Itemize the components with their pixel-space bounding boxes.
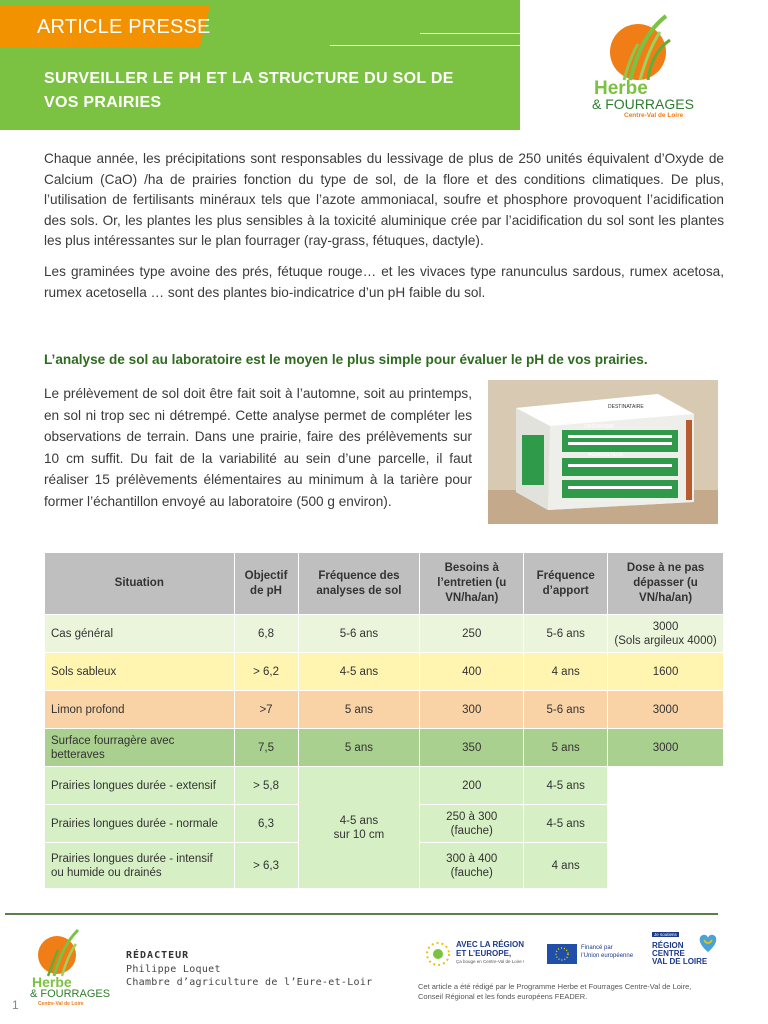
cell-freq-merged bbox=[298, 767, 420, 889]
sampling-paragraph: Le prélèvement de sol doit être fait soit à l’automne, soit au printemps, en sol ni trop sec ni détrempé. Cette analyse permet de compléter les observations de terrain. Dans une prairie, faire des prélèvements sur 10 cm suffit. Du fait de la variabilité au sein d’une parcelle, il faut réaliser 15 prélèvements élémentaires au minimum à la tarière pour former l’échantillon envoyé au laboratoire (500 g environ). bbox=[44, 386, 472, 509]
cell-freq: 5 ans bbox=[298, 691, 420, 729]
page-title: SURVEILLER LE PH ET LA STRUCTURE DU SOL DE VOS PRAIRIES bbox=[44, 70, 454, 111]
header-rule bbox=[420, 33, 520, 34]
cell-ph: 6,3 bbox=[234, 805, 298, 843]
cell-freq: 5 ans bbox=[298, 729, 420, 767]
cell-apport: 4-5 ans bbox=[524, 767, 608, 805]
cell-dose: 3000 bbox=[608, 691, 724, 729]
cell-apport: 4-5 ans bbox=[524, 805, 608, 843]
cell-situation: Prairies longues durée - intensif ou humide ou drainés bbox=[45, 843, 235, 889]
cell-apport: 5-6 ans bbox=[524, 615, 608, 653]
partner-region-centre bbox=[652, 932, 724, 972]
cell-ph: > 6,3 bbox=[234, 843, 298, 889]
cell-besoins: 300 bbox=[420, 691, 524, 729]
photo-box-title: DESTINATAIRE bbox=[608, 404, 644, 410]
soil-sample-box-photo bbox=[488, 380, 718, 524]
cell-dose-value: 3000 bbox=[652, 620, 679, 633]
col-header: Dose à ne pas dépasser (u VN/ha/an) bbox=[608, 553, 724, 615]
photo-box-label: AGRICULTEUR bbox=[588, 452, 624, 458]
intro-paragraph: Chaque année, les précipitations sont responsables du lessivage de plus de 250 unités équivalent d’Oxyde de Calcium (CaO) /ha de prairies fonction du type de sol, de la flore et des conditions climatiques. De plus, l’utilisation de fertilisants minéraux tels que l’azote ammoniacal, soufre et phosphore provoquent l’acidification des sols. Or, les plantes les plus sensibles à la toxicité aluminique crée par l’acidification du sol sont les plantes les plus intéressantes sur le plan fourrager (ray-grass, fétuques, dactyle). bbox=[44, 151, 724, 248]
cell-ph: > 5,8 bbox=[234, 767, 298, 805]
col-header: Besoins à l’entretien (u VN/ha/an) bbox=[420, 553, 524, 615]
cell-empty bbox=[608, 767, 724, 805]
col-header: Objectif de pH bbox=[234, 553, 298, 615]
cell-apport: 5-6 ans bbox=[524, 691, 608, 729]
col-header: Situation bbox=[45, 553, 235, 615]
cell-besoins: 350 bbox=[420, 729, 524, 767]
table-row bbox=[45, 691, 724, 729]
credit-line: Cet article a été rédigé par le Programme Herbe et Fourrages Centre-Val de Loire, bbox=[418, 982, 692, 991]
author-name: Philippe Loquet bbox=[126, 964, 221, 975]
cell-besoins: 250 à 300 (fauche) bbox=[420, 805, 524, 843]
cell-dose: 3000 bbox=[608, 729, 724, 767]
cell-situation: Prairies longues durée - normale bbox=[45, 805, 235, 843]
heart-icon bbox=[696, 932, 720, 954]
eu-flag-icon bbox=[547, 944, 577, 964]
cell-ph: >7 bbox=[234, 691, 298, 729]
partner3-tag: Je soutiens bbox=[654, 932, 677, 937]
table-row bbox=[45, 653, 724, 691]
table-row bbox=[45, 729, 724, 767]
footer-divider bbox=[5, 913, 718, 915]
page-number: 1 bbox=[12, 998, 19, 1012]
partner2-line1: Financé par bbox=[581, 945, 613, 951]
cell-freq-line: sur 10 cm bbox=[333, 828, 385, 841]
partner1-line2: ET L’EUROPE, bbox=[456, 949, 512, 958]
cell-besoins: 400 bbox=[420, 653, 524, 691]
cell-situation: Surface fourragère avec betteraves bbox=[45, 729, 235, 767]
cell-besoins: 200 bbox=[420, 767, 524, 805]
cell-apport: 4 ans bbox=[524, 653, 608, 691]
cell-dose-note: (Sols argileux 4000) bbox=[614, 634, 717, 647]
cell-situation: Sols sableux bbox=[45, 653, 235, 691]
logo-word-fourrages: & FOURRAGES bbox=[592, 96, 694, 112]
header-rule bbox=[330, 45, 520, 46]
cell-empty bbox=[608, 843, 724, 889]
funding-credit bbox=[418, 982, 718, 1002]
cell-apport: 4 ans bbox=[524, 843, 608, 889]
author-organisation: Chambre d’agriculture de l’Eure-et-Loir bbox=[126, 977, 373, 988]
cell-situation: Prairies longues durée - extensif bbox=[45, 767, 235, 805]
article-tag: ARTICLE PRESSE bbox=[37, 16, 211, 38]
table-row bbox=[45, 767, 724, 805]
partner3-line1: RÉGION bbox=[652, 941, 684, 950]
cell-situation: Limon profond bbox=[45, 691, 235, 729]
liming-table bbox=[44, 552, 724, 889]
partner-eu bbox=[547, 942, 657, 968]
cell-besoins: 250 bbox=[420, 615, 524, 653]
partner1-line3: Ça bouge en Centre-Val de Loire ! bbox=[456, 959, 525, 964]
partner-region-europe bbox=[424, 938, 544, 970]
cell-freq-line: 4-5 ans bbox=[339, 814, 379, 827]
redacteur-label: RÉDACTEUR bbox=[126, 950, 190, 961]
partner3-line3: VAL DE LOIRE bbox=[652, 957, 708, 966]
cell-ph: 6,8 bbox=[234, 615, 298, 653]
col-header: Fréquence d’apport bbox=[524, 553, 608, 615]
cell-dose: 1600 bbox=[608, 653, 724, 691]
logo-word-region: Centre-Val de Loire bbox=[624, 112, 684, 119]
logo-word-herbe: Herbe bbox=[594, 78, 648, 99]
cell-situation: Cas général bbox=[45, 615, 235, 653]
cell-freq: 4-5 ans bbox=[298, 653, 420, 691]
logo-word-herbe: Herbe bbox=[32, 974, 72, 990]
cell-dose bbox=[608, 615, 724, 653]
cell-freq: 5-6 ans bbox=[298, 615, 420, 653]
col-header: Fréquence des analyses de sol bbox=[298, 553, 420, 615]
cell-ph: > 6,2 bbox=[234, 653, 298, 691]
herbe-fourrages-logo-footer bbox=[30, 926, 112, 1010]
partner2-line2: l’Union européenne bbox=[581, 953, 634, 959]
herbe-fourrages-logo bbox=[588, 10, 718, 120]
bioindicator-paragraph: Les graminées type avoine des prés, fétuque rouge… et les vivaces type ranunculus sardous, rumex acetosa, rumex acetosella … sont des plantes bio-indicatrice d’un pH faible du sol. bbox=[44, 264, 724, 300]
credit-line: Conseil Régional et les fonds européens FEADER. bbox=[418, 992, 588, 1001]
cell-apport: 5 ans bbox=[524, 729, 608, 767]
cell-besoins: 300 à 400 (fauche) bbox=[420, 843, 524, 889]
table-row bbox=[45, 615, 724, 653]
table-header-row bbox=[45, 553, 724, 615]
photo-box-label: ORGANISME bbox=[584, 424, 615, 430]
logo-word-fourrages: & FOURRAGES bbox=[30, 988, 111, 1000]
logo-word-region: Centre-Val de Loire bbox=[38, 1001, 84, 1007]
section-heading: L’analyse de sol au laboratoire est le moyen le plus simple pour évaluer le pH de vos prairies. bbox=[44, 352, 648, 367]
cell-empty bbox=[608, 805, 724, 843]
stars-circle-icon bbox=[424, 940, 452, 968]
partner3-line2: CENTRE bbox=[652, 949, 685, 958]
partner1-line1: AVEC LA RÉGION bbox=[456, 940, 525, 949]
cell-ph: 7,5 bbox=[234, 729, 298, 767]
